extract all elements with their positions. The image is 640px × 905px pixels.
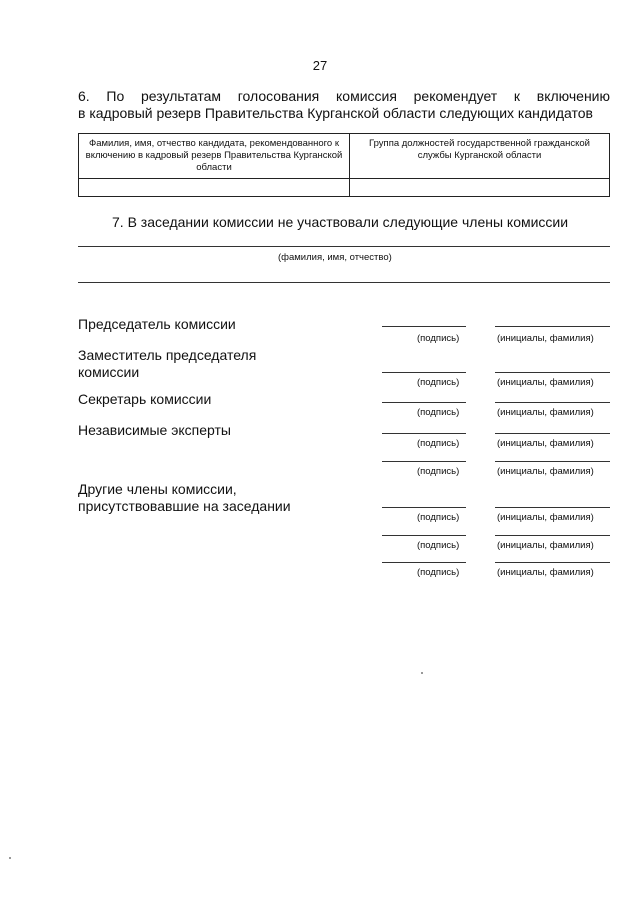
name-line[interactable] xyxy=(495,326,610,327)
name-label: (инициалы, фамилия) xyxy=(497,567,594,578)
role-secretary: Секретарь комиссии xyxy=(78,391,212,407)
role-deputy-chairman xyxy=(78,347,256,381)
table-cell-position-group[interactable] xyxy=(350,179,610,197)
signature-label: (подпись) xyxy=(417,333,460,344)
signature-line[interactable] xyxy=(382,372,466,373)
page-number: 27 xyxy=(312,58,328,73)
name-line[interactable] xyxy=(495,433,610,434)
role-other-members xyxy=(78,481,291,515)
role-chairman: Председатель комиссии xyxy=(78,316,236,332)
name-line[interactable] xyxy=(495,402,610,403)
name-line[interactable] xyxy=(495,535,610,536)
name-label: (инициалы, фамилия) xyxy=(497,540,594,551)
name-label: (инициалы, фамилия) xyxy=(497,333,594,344)
scan-speck xyxy=(421,672,423,674)
signature-label: (подпись) xyxy=(417,407,460,418)
signature-line[interactable] xyxy=(382,535,466,536)
signature-label: (подпись) xyxy=(417,466,460,477)
signature-label: (подпись) xyxy=(417,438,460,449)
candidates-table xyxy=(78,133,610,197)
name-line[interactable] xyxy=(495,507,610,508)
signature-line[interactable] xyxy=(382,507,466,508)
signature-line[interactable] xyxy=(382,562,466,563)
name-label: (инициалы, фамилия) xyxy=(497,377,594,388)
table-cell-candidate[interactable] xyxy=(79,179,350,197)
scan-speck xyxy=(9,857,11,859)
section-6-text xyxy=(78,88,610,122)
role-other-line-1: Другие члены комиссии, xyxy=(78,481,237,497)
section-6-line-1: 6. По результатам голосования комиссия рекомендует к включению xyxy=(78,88,610,104)
signature-label: (подпись) xyxy=(417,512,460,523)
signature-line[interactable] xyxy=(382,402,466,403)
absent-members-line-2[interactable] xyxy=(78,282,610,283)
absent-members-line[interactable] xyxy=(78,246,610,247)
name-label: (инициалы, фамилия) xyxy=(497,438,594,449)
role-deputy-line-1: Заместитель председателя xyxy=(78,347,257,363)
signature-label: (подпись) xyxy=(417,540,460,551)
section-6-line-2: в кадровый резерв Правительства Курганской области следующих кандидатов xyxy=(78,105,593,121)
table-header-candidate: Фамилия, имя, отчество кандидата, рекомендованного к включению в кадровый резерв Правительства Курганской области xyxy=(79,134,350,179)
signature-line[interactable] xyxy=(382,433,466,434)
signature-label: (подпись) xyxy=(417,377,460,388)
name-line[interactable] xyxy=(495,461,610,462)
signature-label: (подпись) xyxy=(417,567,460,578)
signature-line[interactable] xyxy=(382,326,466,327)
table-header-position-group: Группа должностей государственной гражданской службы Курганской области xyxy=(350,134,610,179)
section-7-text: 7. В заседании комиссии не участвовали следующие члены комиссии xyxy=(112,214,569,230)
name-label: (инициалы, фамилия) xyxy=(497,407,594,418)
role-deputy-line-2: комиссии xyxy=(78,364,140,380)
role-experts: Независимые эксперты xyxy=(78,422,231,438)
absent-members-caption: (фамилия, имя, отчество) xyxy=(278,252,392,263)
name-label: (инициалы, фамилия) xyxy=(497,466,594,477)
signature-line[interactable] xyxy=(382,461,466,462)
name-line[interactable] xyxy=(495,562,610,563)
name-line[interactable] xyxy=(495,372,610,373)
name-label: (инициалы, фамилия) xyxy=(497,512,594,523)
role-other-line-2: присутствовавшие на заседании xyxy=(78,498,291,514)
